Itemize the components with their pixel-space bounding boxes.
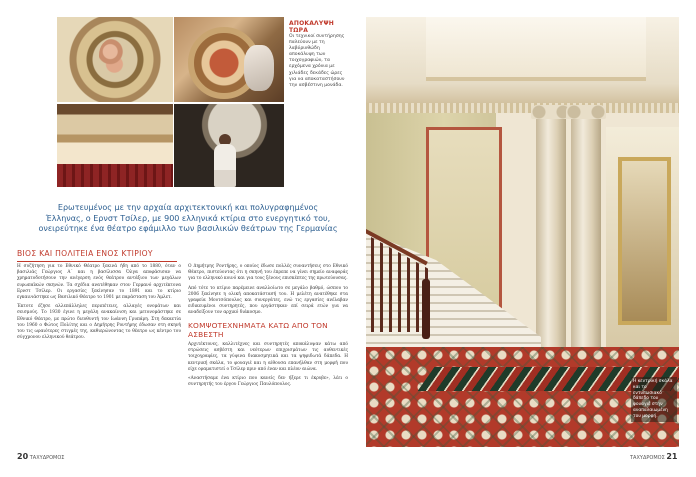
heading-rule	[17, 261, 177, 262]
paragraph: Η συζήτηση για το Εθνικό Θέατρο ξεκινά ήδη από το 1880, όταν ο βασιλιάς Γεώργιος Α΄ και η βασίλισσα Όλγα αποφάσισαν να χρηματοδοτήσουν την ανέγερση ενός θεάτρου αντάξιου των μεγάλων ευρωπαϊκών σκηνών. Τα σχέδια ανατέθηκαν στον Γερμανό αρχιτέκτονα Ερνστ Τσίλερ. Οι εργασίες ξεκίνησαν το 1891 και το κτίριο εγκαινιάστηκε ως Βασιλικό Θέατρο το 1901 με παράσταση του Άμλετ.	[17, 264, 181, 301]
cherub-figure	[99, 39, 127, 75]
ionic-column	[571, 113, 601, 363]
article-column-2-continued	[188, 342, 348, 391]
restorer-hand	[244, 45, 274, 91]
stage-curtain	[57, 164, 173, 187]
stage-proscenium-photo	[57, 104, 173, 187]
magazine-name: ΤΑΧΥΔΡΟΜΟΣ	[29, 455, 65, 461]
newel-post	[422, 279, 430, 339]
photo-caption-title: ΑΠΟΚΑΛΥΨΗ ΤΩΡΑ	[289, 20, 334, 34]
conservator-ceiling-photo	[174, 104, 284, 187]
paragraph: Έκτοτε έζησε αλλεπάλληλες περιπέτειες, αλλαγές ονομάτων και σεισμούς. Το 1930 έγινε η μεγάλη ανακαίνιση και μετονομάστηκε σε Εθνικό Θέατρο, με πρώτο διευθυντή τον Ιωάννη Γρυπάρη. Στη δεκαετία του 1960 ο Φώτος Πολίτης και ο Δημήτρης Ροντήρης έδωσαν στη σκηνή του τις ωραιότερες στιγμές της, καθιερώνοντας το θέατρο ως κέντρο του σύγχρονου ελληνικού θεάτρου.	[17, 304, 181, 341]
section-heading-restoration: ΚΟΜΨΟΤΕΧΝΗΜΑΤΑ ΚΑΤΩ ΑΠΟ ΤΟΝ ΑΣΒΕΣΤΗ	[188, 321, 328, 339]
page-folio-right	[630, 452, 677, 461]
worker-figure	[214, 144, 236, 187]
photo-caption-text: Οι τεχνικοί συντήρησης παλεύουν με τη λαβύρινθώδη αποκάλυψη των τοιχογραφιών, τα ερχόμενα χρόνια με χιλιάδες δεκάδες ώρες για να αποκαταστήσουν την ασβέστινη μονάδα.	[289, 34, 345, 88]
page-folio-left	[17, 452, 64, 461]
gilded-door-frame	[618, 157, 671, 325]
paragraph: «Αναστήσαμε ένα κτίριο που κανείς δεν ήξερε τι έκρυβε», λέει ο συντηρητής του έργου Γεώργιος Παυλόπουλος.	[188, 376, 348, 388]
section-heading-history: ΒΙΟΣ ΚΑΙ ΠΟΛΙΤΕΙΑ ΕΝΟΣ ΚΤΙΡΙΟΥ	[17, 249, 153, 258]
ceiling-fresco-photo	[57, 17, 173, 102]
article-column-2	[188, 264, 348, 320]
ionic-column	[536, 113, 566, 363]
page-number: 21	[666, 452, 678, 461]
paragraph: Από τότε το κτίριο παρέμεινε αναλλοίωτο σε μεγάλο βαθμό, ώσπου το 2006 ξεκίνησε η ολική αποκατάστασή του. Η μελέτη ανατέθηκε στα γραφεία Μουτσόπουλος και συνεργάτες, ενώ τις εργασίες ανέλαβαν ειδικευμένοι συντηρητές, που εργάστηκαν επί σειρά ετών για να αναδείξουν τον αρχικό διάκοσμο.	[188, 285, 348, 316]
restorer-at-work-photo	[174, 17, 284, 102]
magazine-name: ΤΑΧΥΔΡΟΜΟΣ	[630, 455, 665, 461]
ceiling-panel	[426, 17, 646, 81]
pull-quote: Ερωτευμένος με την αρχαία αρχιτεκτονική και πολυγραφημένος Έλληνας, ο Ερνστ Τσίλερ, με 900 ελληνικά κτίρια στο ενεργητικό του, ονειρεύτηκε ένα θέατρο εφάμιλλο των βασιλικών θεάτρων της Γερμανίας	[38, 203, 338, 233]
paragraph: Αρχιτέκτονες, καλλιτέχνες και συντηρητές αποκάλυψαν κάτω από στρώσεις ασβέστη και νεότερων επιχρισμάτων τις αυθεντικές τοιχογραφίες, τα γύψινα διακοσμητικά και τα ψηφιδωτά δάπεδα. Η κεντρική σκάλα, το φουαγιέ και η αίθουσα επανήλθαν στη μορφή που είχε οραματιστεί ο Τσίλερ πριν από έναν και πλέον αιώνα.	[188, 342, 348, 372]
page-number: 20	[17, 452, 29, 461]
paragraph: Ο Δημήτρης Ροντήρης, ο οποίος έδωσε πολλές συναντήσεις στο Εθνικό Θέατρο, πιστεύοντας ότι η σκηνή του έπρεπε να γίνει σημείο αναφοράς για το ελληνικό κοινό και για τους ξένους επισκέπτες της πρωτεύουσας.	[188, 264, 348, 282]
article-column-1	[17, 264, 181, 344]
column-capital	[566, 105, 606, 119]
column-capital	[531, 105, 571, 119]
cornice	[366, 103, 679, 113]
hall-photo-caption: Η κεντρική σκάλα και το εντυπωσιακό δάπεδο του φουαγιέ στην αναπαλαιωμένη του μορφή.	[631, 377, 677, 422]
